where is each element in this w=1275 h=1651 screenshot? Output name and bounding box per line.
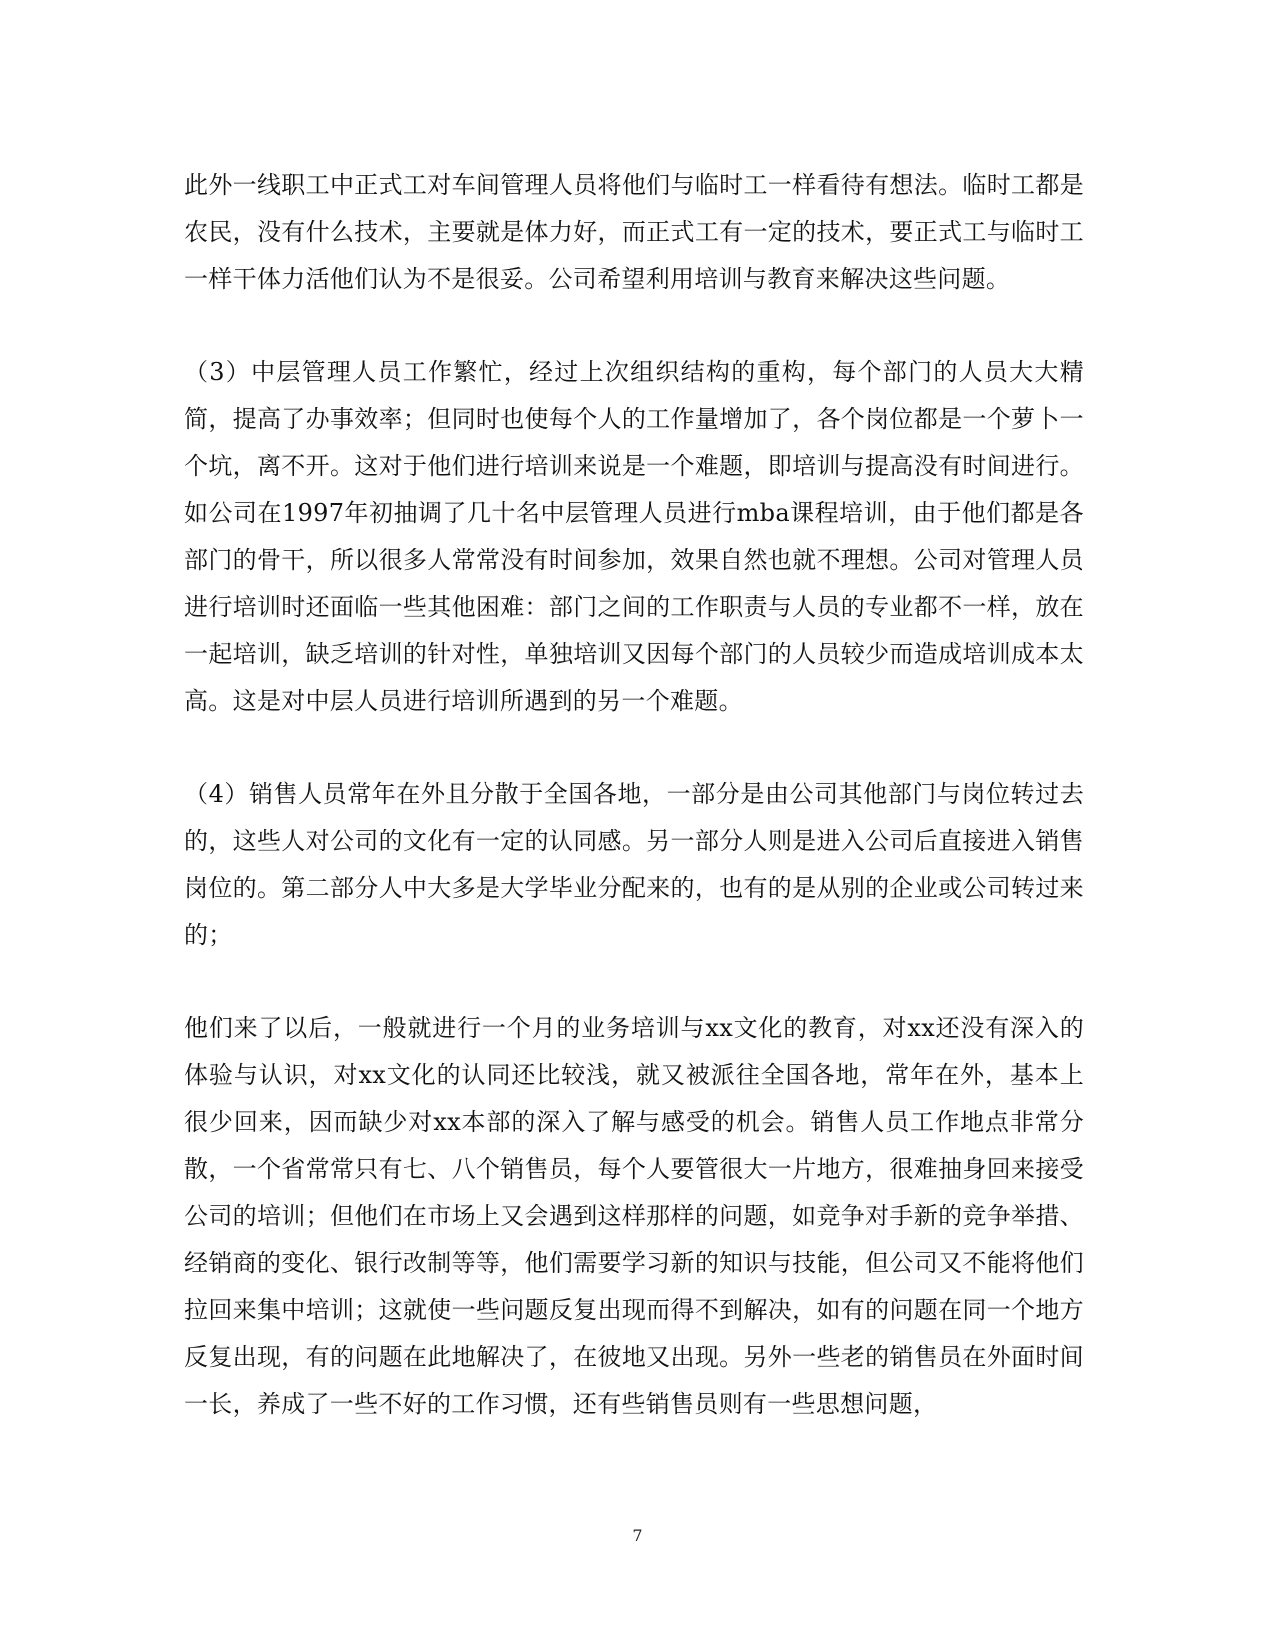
page-number: 7 bbox=[632, 1526, 643, 1545]
paragraph-2: （3）中层管理人员工作繁忙，经过上次组织结构的重构，每个部门的人员大大精简，提高了办事效率；但同时也使每个人的工作量增加了，各个岗位都是一个萝卜一个坑，离不开。这对于他们进行培训来说是一个难题，即培训与提高没有时间进行。如公司在1997年初抽调了几十名中层管理人员进行mba课程培训，由于他们都是各部门的骨干，所以很多人常常没有时间参加，效果自然也就不理想。公司对管理人员进行培训时还面临一些其他困难：部门之间的工作职责与人员的专业都不一样，放在一起培训，缺乏培训的针对性，单独培训又因每个部门的人员较少而造成培训成本太高。这是对中层人员进行培训所遇到的另一个难题。 bbox=[184, 358, 1084, 715]
paragraph-3: （4）销售人员常年在外且分散于全国各地，一部分是由公司其他部门与岗位转过去的，这些人对公司的文化有一定的认同感。另一部分人则是进入公司后直接进入销售岗位的。第二部分人中大多是大学毕业分配来的，也有的是从别的企业或公司转过来的； bbox=[184, 780, 1084, 949]
body-text bbox=[184, 162, 1084, 1428]
paragraph-1: 此外一线职工中正式工对车间管理人员将他们与临时工一样看待有想法。临时工都是农民，没有什么技术，主要就是体力好，而正式工有一定的技术，要正式工与临时工一样干体力活他们认为不是很妥。公司希望利用培训与教育来解决这些问题。 bbox=[184, 171, 1084, 293]
paragraph-gap bbox=[184, 725, 1084, 771]
paragraph-gap bbox=[184, 303, 1084, 349]
paragraph-4: 他们来了以后，一般就进行一个月的业务培训与xx文化的教育，对xx还没有深入的体验与认识，对xx文化的认同还比较浅，就又被派往全国各地，常年在外，基本上很少回来，因而缺少对xx本部的深入了解与感受的机会。销售人员工作地点非常分散，一个省常常只有七、八个销售员，每个人要管很大一片地方，很难抽身回来接受公司的培训；但他们在市场上又会遇到这样那样的问题，如竞争对手新的竞争举措、经销商的变化、银行改制等等，他们需要学习新的知识与技能，但公司又不能将他们拉回来集中培训；这就使一些问题反复出现而得不到解决，如有的问题在同一个地方反复出现，有的问题在此地解决了，在彼地又出现。另外一些老的销售员在外面时间一长，养成了一些不好的工作习惯，还有些销售员则有一些思想问题， bbox=[184, 1014, 1084, 1418]
paragraph-gap bbox=[184, 959, 1084, 1005]
